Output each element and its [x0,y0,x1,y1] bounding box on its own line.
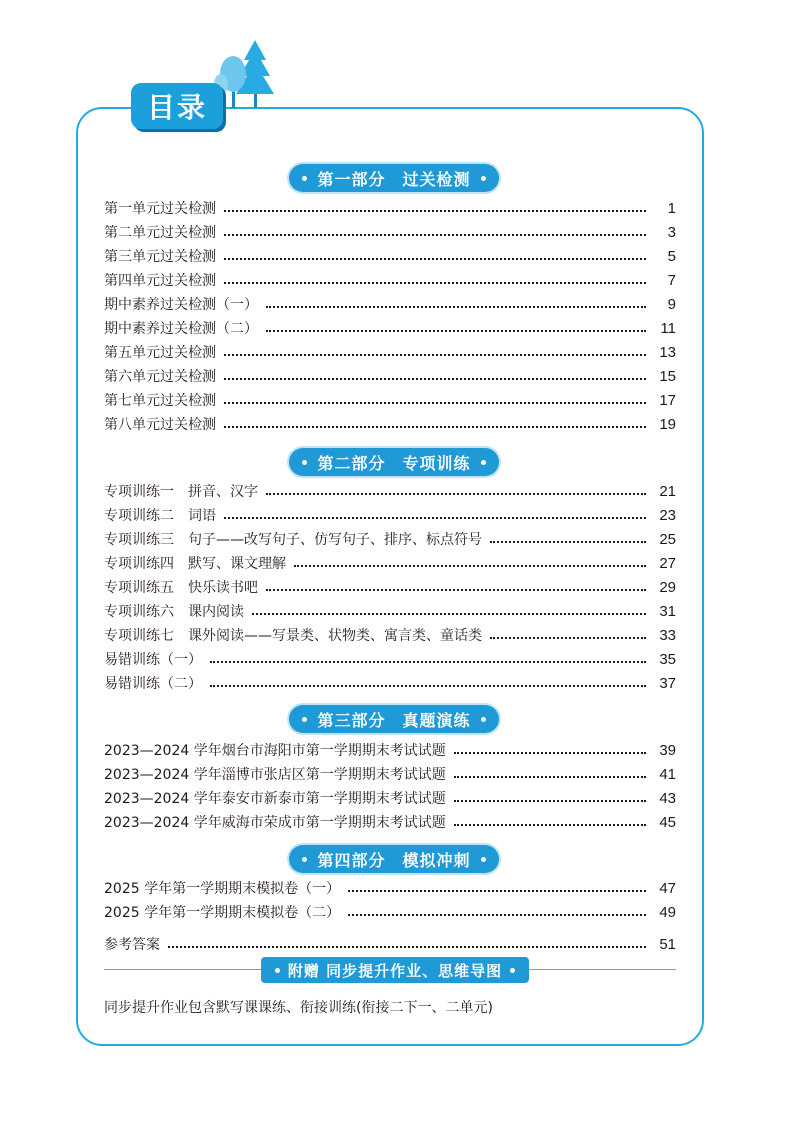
leader-dots [348,890,646,892]
entry-page: 19 [659,415,676,433]
entry-page: 47 [659,879,676,897]
leader-dots [224,282,646,284]
dot-icon [275,968,280,973]
leader-dots [210,685,646,687]
toc-entry[interactable] [104,877,676,899]
leader-dots [454,824,646,826]
toc-entry[interactable] [104,648,676,670]
section-title: 第三部分 真题演练 [317,710,471,730]
section-heading-3 [0,704,790,736]
toc-entry[interactable] [104,763,676,785]
entry-title: 易错训练（一） [104,652,202,668]
entry-title: 专项训练五 快乐读书吧 [104,580,258,596]
entry-title: 专项训练四 默写、课文理解 [104,556,286,572]
leader-dots [454,800,646,802]
dot-icon [481,857,486,862]
leader-dots [224,378,646,380]
entry-page: 45 [659,813,676,831]
entry-page: 41 [659,765,676,783]
entry-title: 易错训练（二） [104,676,202,692]
section-pill [289,448,499,476]
entry-title: 2023—2024 学年淄博市张店区第一学期期末考试试题 [104,767,446,783]
dot-icon [302,460,307,465]
entry-title: 2025 学年第一学期期末模拟卷（二） [104,905,341,921]
leader-dots [294,565,646,567]
leader-dots [168,946,646,948]
leader-dots [224,258,646,260]
entry-page: 35 [659,650,676,668]
entry-page: 43 [659,789,676,807]
toc-entry[interactable] [104,552,676,574]
entry-page: 21 [659,482,676,500]
toc-entry[interactable] [104,624,676,646]
leader-dots [266,589,646,591]
section-pill [289,164,499,192]
dot-icon [510,968,515,973]
entry-title: 第二单元过关检测 [104,225,216,241]
entry-title: 第一单元过关检测 [104,201,216,217]
toc-entry[interactable] [104,528,676,550]
entry-page: 31 [659,602,676,620]
entry-page: 5 [667,247,676,265]
entry-page: 15 [659,367,676,385]
leader-dots [224,426,646,428]
entry-title: 专项训练一 拼音、汉字 [104,484,258,500]
entry-title: 第四单元过关检测 [104,273,216,289]
dot-icon [481,717,486,722]
entry-title: 期中素养过关检测（一） [104,297,258,313]
entry-page: 25 [659,530,676,548]
toc-entry[interactable] [104,245,676,267]
leader-dots [224,210,646,212]
entry-title: 专项训练七 课外阅读——写景类、状物类、寓言类、童话类 [104,628,482,644]
toc-title-tab [131,83,223,129]
toc-entry[interactable] [104,739,676,761]
entry-title: 2023—2024 学年烟台市海阳市第一学期期末考试试题 [104,743,446,759]
toc-entry[interactable] [104,504,676,526]
leader-dots [266,306,646,308]
leader-dots [224,354,646,356]
toc-entry[interactable] [104,787,676,809]
section-heading-1 [0,163,790,195]
entry-title: 第七单元过关检测 [104,393,216,409]
entry-title: 第三单元过关检测 [104,249,216,265]
section-heading-4 [0,844,790,876]
dot-icon [481,460,486,465]
page-title: 目录 [146,91,207,124]
entry-title: 第八单元过关检测 [104,417,216,433]
entry-page: 49 [659,903,676,921]
entry-page: 17 [659,391,676,409]
entry-page: 39 [659,741,676,759]
entry-title: 2025 学年第一学期期末模拟卷（一） [104,881,341,897]
entry-page: 11 [660,319,676,337]
gift-label: 附赠 同步提升作业、思维导图 [287,961,503,980]
section-pill [289,845,499,873]
entry-page: 1 [667,199,676,217]
toc-entry[interactable] [104,197,676,219]
entry-page: 37 [659,674,676,692]
entry-title: 参考答案 [104,937,160,953]
entry-title: 2023—2024 学年威海市荣成市第一学期期末考试试题 [104,815,446,831]
entry-page: 33 [659,626,676,644]
entry-title: 专项训练二 词语 [104,508,216,524]
dot-icon [302,857,307,862]
section-title: 第二部分 专项训练 [317,453,471,473]
toc-entry[interactable] [104,365,676,387]
toc-entry[interactable] [104,221,676,243]
leader-dots [490,541,646,543]
toc-entry[interactable] [104,901,676,923]
dot-icon [302,176,307,181]
toc-entry[interactable] [104,480,676,502]
leader-dots [454,752,646,754]
gift-banner [261,957,529,983]
leader-dots [266,493,646,495]
entry-title: 期中素养过关检测（二） [104,321,258,337]
entry-title: 第五单元过关检测 [104,345,216,361]
entry-page: 9 [667,295,676,313]
entry-title: 2023—2024 学年泰安市新泰市第一学期期末考试试题 [104,791,446,807]
leader-dots [224,402,646,404]
toc-entry[interactable] [104,600,676,622]
leader-dots [224,517,646,519]
toc-entry[interactable] [104,317,676,339]
leader-dots [348,914,646,916]
toc-entry[interactable] [104,293,676,315]
section-heading-2 [0,447,790,479]
leader-dots [266,330,646,332]
leader-dots [252,613,646,615]
toc-entry-answers[interactable] [104,933,676,955]
section-title: 第一部分 过关检测 [317,169,471,189]
entry-page: 51 [659,935,676,953]
leader-dots [454,776,646,778]
dot-icon [481,176,486,181]
section-title: 第四部分 模拟冲刺 [317,850,471,870]
toc-entry[interactable] [104,341,676,363]
entry-page: 27 [659,554,676,572]
leader-dots [210,661,646,663]
entry-page: 29 [659,578,676,596]
entry-title: 第六单元过关检测 [104,369,216,385]
toc-entry[interactable] [104,672,676,694]
toc-entry[interactable] [104,269,676,291]
entry-page: 3 [667,223,676,241]
section-pill [289,705,499,733]
toc-entry[interactable] [104,389,676,411]
gift-note: 同步提升作业包含默写课课练、衔接训练(衔接二下一、二单元) [104,1000,493,1016]
entry-title: 专项训练三 句子——改写句子、仿写句子、排序、标点符号 [104,532,482,548]
toc-entry[interactable] [104,413,676,435]
entry-title: 专项训练六 课内阅读 [104,604,244,620]
entry-page: 7 [667,271,676,289]
dot-icon [302,717,307,722]
leader-dots [490,637,646,639]
toc-entry[interactable] [104,576,676,598]
entry-page: 23 [659,506,676,524]
leader-dots [224,234,646,236]
toc-entry[interactable] [104,811,676,833]
entry-page: 13 [659,343,676,361]
